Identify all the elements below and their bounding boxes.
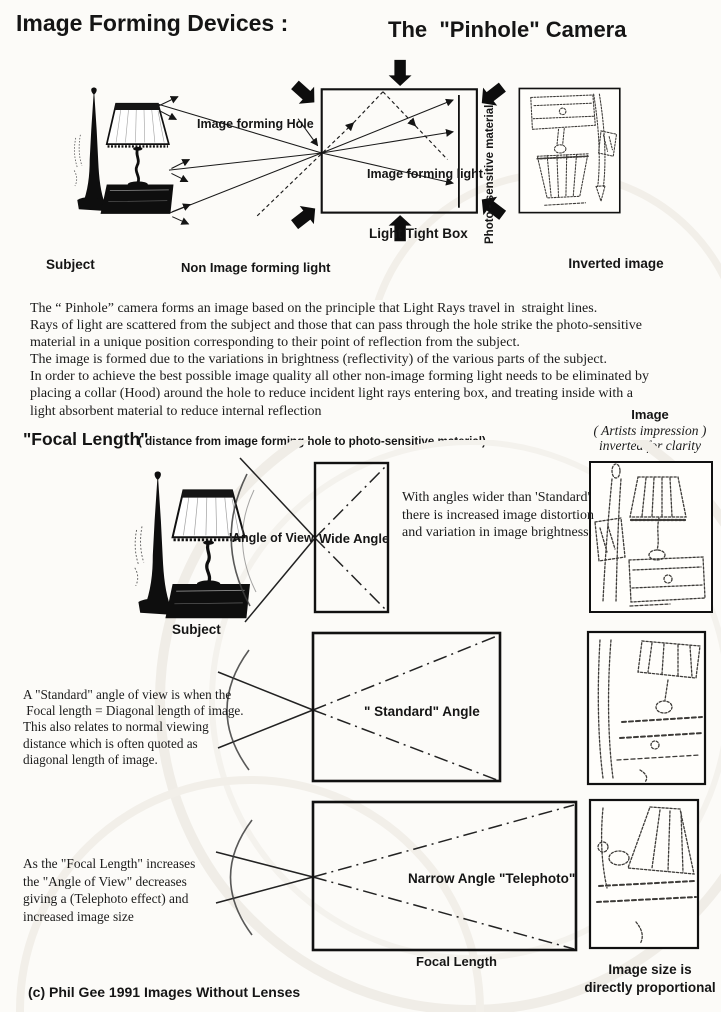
- proportional-caption: [576, 961, 721, 997]
- forming-light-label: Image forming light: [367, 167, 483, 181]
- focal-length-subheading: ( distance from image forming hole to photo-sensitive material): [138, 435, 486, 448]
- proportional-line: Image size is: [608, 962, 692, 977]
- wide-angle-note: [402, 489, 594, 542]
- standard-angle-label: " Standard" Angle: [364, 704, 480, 719]
- page-subtitle: The "Pinhole" Camera: [388, 17, 627, 42]
- image-caption-line: ( Artists impression ): [593, 422, 707, 438]
- image-caption-line: inverted for clarity: [599, 438, 701, 453]
- standard-note-line: A "Standard" angle of view is when the: [23, 687, 232, 702]
- wide-note-line: and variation in image brightness.: [402, 525, 593, 540]
- proportional-line: directly proportional: [584, 980, 716, 995]
- non-image-light-label: Non Image forming light: [181, 260, 331, 275]
- standard-note-line: distance which is often quoted as: [23, 735, 198, 751]
- subject-label-top: Subject: [46, 257, 95, 272]
- description-line: The “ Pinhole” camera forms an image based on the principle that Light Rays travel in straight lines.: [30, 301, 598, 316]
- description-line: light absorbent material to reduce internal reflection: [30, 403, 322, 419]
- telephoto-note-line: the "Angle of View" decreases: [23, 873, 187, 889]
- telephoto-note: [23, 855, 195, 925]
- standard-note-line: Focal length = Diagonal length of image.: [23, 703, 244, 719]
- standard-angle-note: [23, 687, 244, 768]
- wide-angle-label: Wide Angle: [319, 531, 390, 546]
- telephoto-note-line: giving a (Telephoto effect) and: [23, 891, 189, 906]
- description-paragraph: [30, 300, 649, 420]
- angle-of-view-label: 'Angle of View': [229, 531, 317, 545]
- standard-note-line: diagonal length of image.: [23, 751, 158, 767]
- copyright: (c) Phil Gee 1991 Images Without Lenses: [28, 984, 301, 1000]
- light-tight-box: [322, 89, 477, 212]
- non-image-forming-ray: [257, 92, 447, 216]
- focal-length-label: Focal Length: [416, 954, 497, 969]
- inverted-image-label: Inverted image: [568, 256, 664, 271]
- wide-note-line: there is increased image distortion: [402, 507, 595, 523]
- telephoto-label: Narrow Angle "Telephoto": [408, 871, 576, 886]
- light-tight-box-label: Light Tight Box: [369, 226, 468, 241]
- page-title: Image Forming Devices :: [16, 10, 289, 36]
- standard-note-line: This also relates to normal viewing: [23, 719, 209, 735]
- hole-label: Image forming Hole: [197, 117, 314, 131]
- description-line: Rays of light are scattered from the subject and those that can pass through the hole strike the photo-sensitive: [30, 318, 642, 334]
- artists-impression-frame: [590, 462, 712, 612]
- telephoto-note-line: increased image size: [23, 908, 134, 924]
- telephoto-note-line: As the "Focal Length" increases: [23, 856, 196, 871]
- description-line: material in a unique position corresponding to their point of reflection from the subject.: [30, 335, 520, 351]
- wide-note-line: With angles wider than 'Standard': [402, 490, 590, 505]
- focal-length-heading: "Focal Length": [23, 429, 149, 449]
- description-line: placing a collar (Hood) around the hole to reduce incident light rays entering box, and treating inside with a: [30, 386, 633, 402]
- description-line: The image is formed due to the variations in brightness (reflectivity) of the various parts of the subject.: [30, 352, 607, 368]
- subject-label-mid: Subject: [172, 622, 221, 637]
- image-caption-line: Image: [631, 407, 669, 422]
- standard-image-frame: [588, 632, 705, 784]
- description-line: In order to achieve the best possible image quality all other non-image forming light needs to be eliminated by: [30, 369, 649, 385]
- subject-illustration: [74, 87, 173, 213]
- photo-material-label: Photo - sensitive material: [484, 104, 496, 244]
